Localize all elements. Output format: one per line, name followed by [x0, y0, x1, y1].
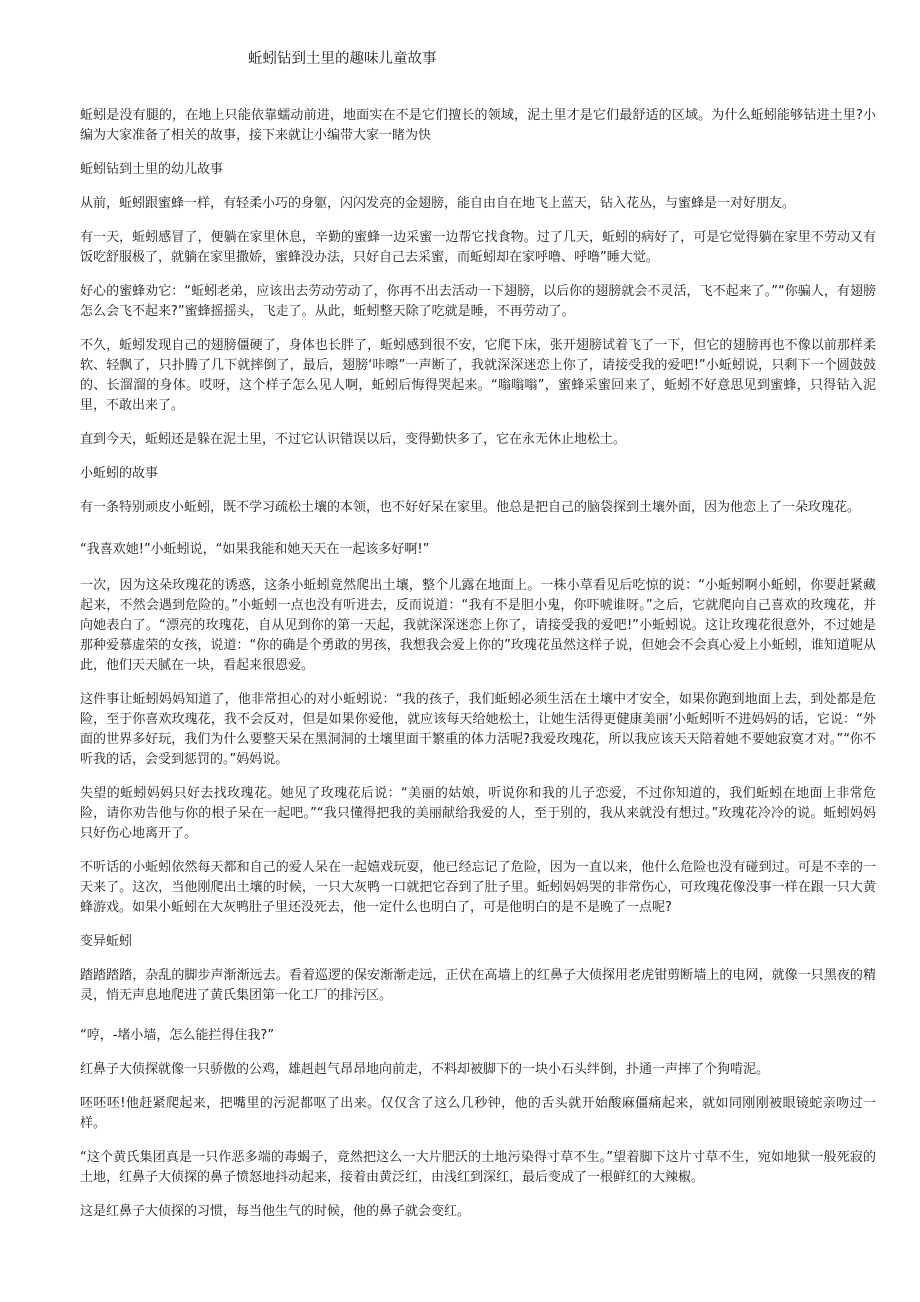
document-title: 蚯蚓钻到土里的趣味儿童故事	[248, 51, 437, 67]
paragraph: 蚯蚓是没有腿的，在地上只能依靠蠕动前进，地面实在不是它们擅长的领域，泥土里才是它们最舒适的区域。为什么蚯蚓能够钻进土里?小编为大家准备了相关的故事，接下来就让小编带大家一睹为快	[80, 108, 876, 143]
paragraph: 失望的蚯蚓妈妈只好去找玫瑰花。她见了玫瑰花后说：“美丽的姑娘，听说你和我的儿子恋爱，不过你知道的，我们蚯蚓在地面上非常危险，请你劝告他与你的根子呆在一起吧。”“我只懂得把我的美丽献给我爱的人，至于别的，我从来就没有想过。”玫瑰花冷冷的说。蚯蚓妈妈只好伤心地离开了。	[80, 786, 876, 841]
paragraph: “哼，-堵小墙，怎么能拦得住我?”	[80, 1028, 275, 1043]
paragraph: 有一天，蚯蚓感冒了，便躺在家里休息，辛勤的蜜蜂一边采蜜一边帮它找食物。过了几天，蚯蚓的病好了，可是它觉得躺在家里不劳动又有饭吃舒服极了，就躺在家里撒娇，蜜蜂没办法，只好自己去采蜜，而蚯蚓却在家呼噜、呼噜”睡大觉。	[80, 230, 876, 265]
paragraph: 从前，蚯蚓跟蜜蜂一样，有轻柔小巧的身躯，闪闪发亮的金翅膀，能自由自在地飞上蓝天，钻入花丛，与蜜蜂是一对好朋友。	[80, 196, 796, 211]
paragraph: 踏踏踏踏，杂乱的脚步声渐渐远去。看着巡逻的保安渐渐走远，正伏在高墙上的红鼻子大侦探用老虎钳剪断墙上的电网，就像一只黑夜的精灵，悄无声息地爬进了黄氏集团第一化工厂的排污区。	[80, 968, 876, 1003]
paragraph: 不久，蚯蚓发现自己的翅膀僵硬了，身体也长胖了，蚯蚓感到很不安，它爬下床，张开翅膀试着飞了一下，但它的翅膀再也不像以前那样柔软、轻飘了，只扑腾了几下就摔倒了，最后，翅膀‘咔嚓”一声断了，我就深深迷恋上你了，请接受我的爱吧!”小蚯蚓说，只剩下一个圆鼓鼓的、长溜溜的身体。哎呀，这个样子怎么见人啊，蚯蚓后悔得哭起来。“嗡嗡嗡”，蜜蜂采蜜回来了，蚯蚓不好意思见到蜜蜂，只得钻入泥里，不敢出来了。	[80, 338, 876, 413]
section-heading: 蚯蚓钻到土里的幼儿故事	[80, 162, 224, 177]
paragraph: 直到今天，蚯蚓还是躲在泥土里，不过它认识错误以后，变得勤快多了，它在永无休止地松土。	[80, 432, 627, 447]
paragraph: 不听话的小蚯蚓依然每天都和自己的爱人呆在一起嬉戏玩耍，他已经忘记了危险，因为一直以来，他什么危险也没有碰到过。可是不幸的一天来了。这次，当他刚爬出土壤的时候，一只大灰鸭一口就把它吞到了肚子里。蚯蚓妈妈哭的非常伤心，可玫瑰花像没事一样在跟一只大黄蜂游戏。如果小蚯蚓在大灰鸭肚子里还没死去，他一定什么也明白了，可是他明白的是不是晚了一点呢?	[80, 860, 876, 915]
paragraph: 一次，因为这朵玫瑰花的诱惑，这条小蚯蚓竟然爬出土壤，整个儿露在地面上。一株小草看见后吃惊的说：“小蚯蚓啊小蚯蚓，你要赶紧藏起来，不然会遇到危险的。”小蚯蚓一点也没有听进去，反而说道：“我有不是胆小鬼，你吓唬谁呀。”之后，它就爬向自己喜欢的玫瑰花，并向她表白了。“漂亮的玫瑰花，自从见到你的第一天起，我就深深迷恋上你了，请接受我的爱吧!”小蚯蚓说。这让玫瑰花很意外，不过她是那种爱慕虚荣的女孩，说道：“你的确是个勇敢的男孩，我想我会爱上你的”玫瑰花虽然这样子说，但她会不会真心爱上小蚯蚓，谁知道呢从此，他们天天腻在一块，看起来很恩爱。	[80, 578, 876, 673]
paragraph: 这件事让蚯蚓妈妈知道了，他非常担心的对小蚯蚓说：“我的孩子，我们蚯蚓必须生活在土壤中才安全，如果你跑到地面上去，到处都是危险，至于你喜欢玫瑰花，我不会反对，但是如果你爱他，就应该每天给她松土，让她生活得更健康美丽’小蚯蚓听不进妈妈的话，它说：“外面的世界多好玩，我们为什么要整天呆在黑洞洞的土壤里面干繁重的体力活呢?我爱玫瑰花，所以我应该天天陪着她不要她寂寞才对。”“你不听我的话，会受到惩罚的。”妈妈说。	[80, 692, 876, 767]
paragraph: “这个黄氏集团真是一只作恶多端的毒蝎子，竟然把这么一大片肥沃的土地污染得寸草不生。”望着脚下这片寸草不生，宛如地狱一般死寂的土地，红鼻子大侦探的鼻子愤怒地抖动起来，接着由黄泛红，由浅红到深红，最后变成了一根鲜红的大辣椒。	[80, 1150, 876, 1185]
document-body	[80, 106, 876, 1222]
paragraph: 这是红鼻子大侦探的习惯，每当他生气的时候，他的鼻子就会变红。	[80, 1204, 471, 1219]
paragraph: 红鼻子大侦探就像一只骄傲的公鸡，雄赳赳气昂昂地向前走，不料却被脚下的一块小石头绊倒，扑通一声摔了个狗啃泥。	[80, 1062, 770, 1077]
paragraph: 呸呸呸!他赶紧爬起来，把嘴里的污泥都呕了出来。仅仅含了这么几秒钟，他的舌头就开始酸麻僵痛起来，就如同刚刚被眼镜蛇亲吻过一样。	[80, 1096, 876, 1131]
paragraph: “我喜欢她!”小蚯蚓说，“如果我能和她天天在一起该多好啊!”	[80, 542, 430, 557]
paragraph: 有一条特别顽皮小蚯蚓，既不学习疏松土壤的本领，也不好好呆在家里。他总是把自己的脑袋探到土壤外面，因为他恋上了一朵玫瑰花。	[80, 500, 861, 515]
section-heading: 小蚯蚓的故事	[80, 466, 159, 481]
section-heading: 变异蚯蚓	[80, 934, 133, 949]
paragraph: 好心的蜜蜂劝它：“蚯蚓老弟，应该出去劳动劳动了，你再不出去活动一下翅膀，以后你的翅膀就会不灵活，飞不起来了。”“你骗人，有翅膀怎么会飞不起来?”蜜蜂摇摇头，飞走了。从此，蚯蚓整天除了吃就是睡，不再劳动了。	[80, 284, 876, 319]
